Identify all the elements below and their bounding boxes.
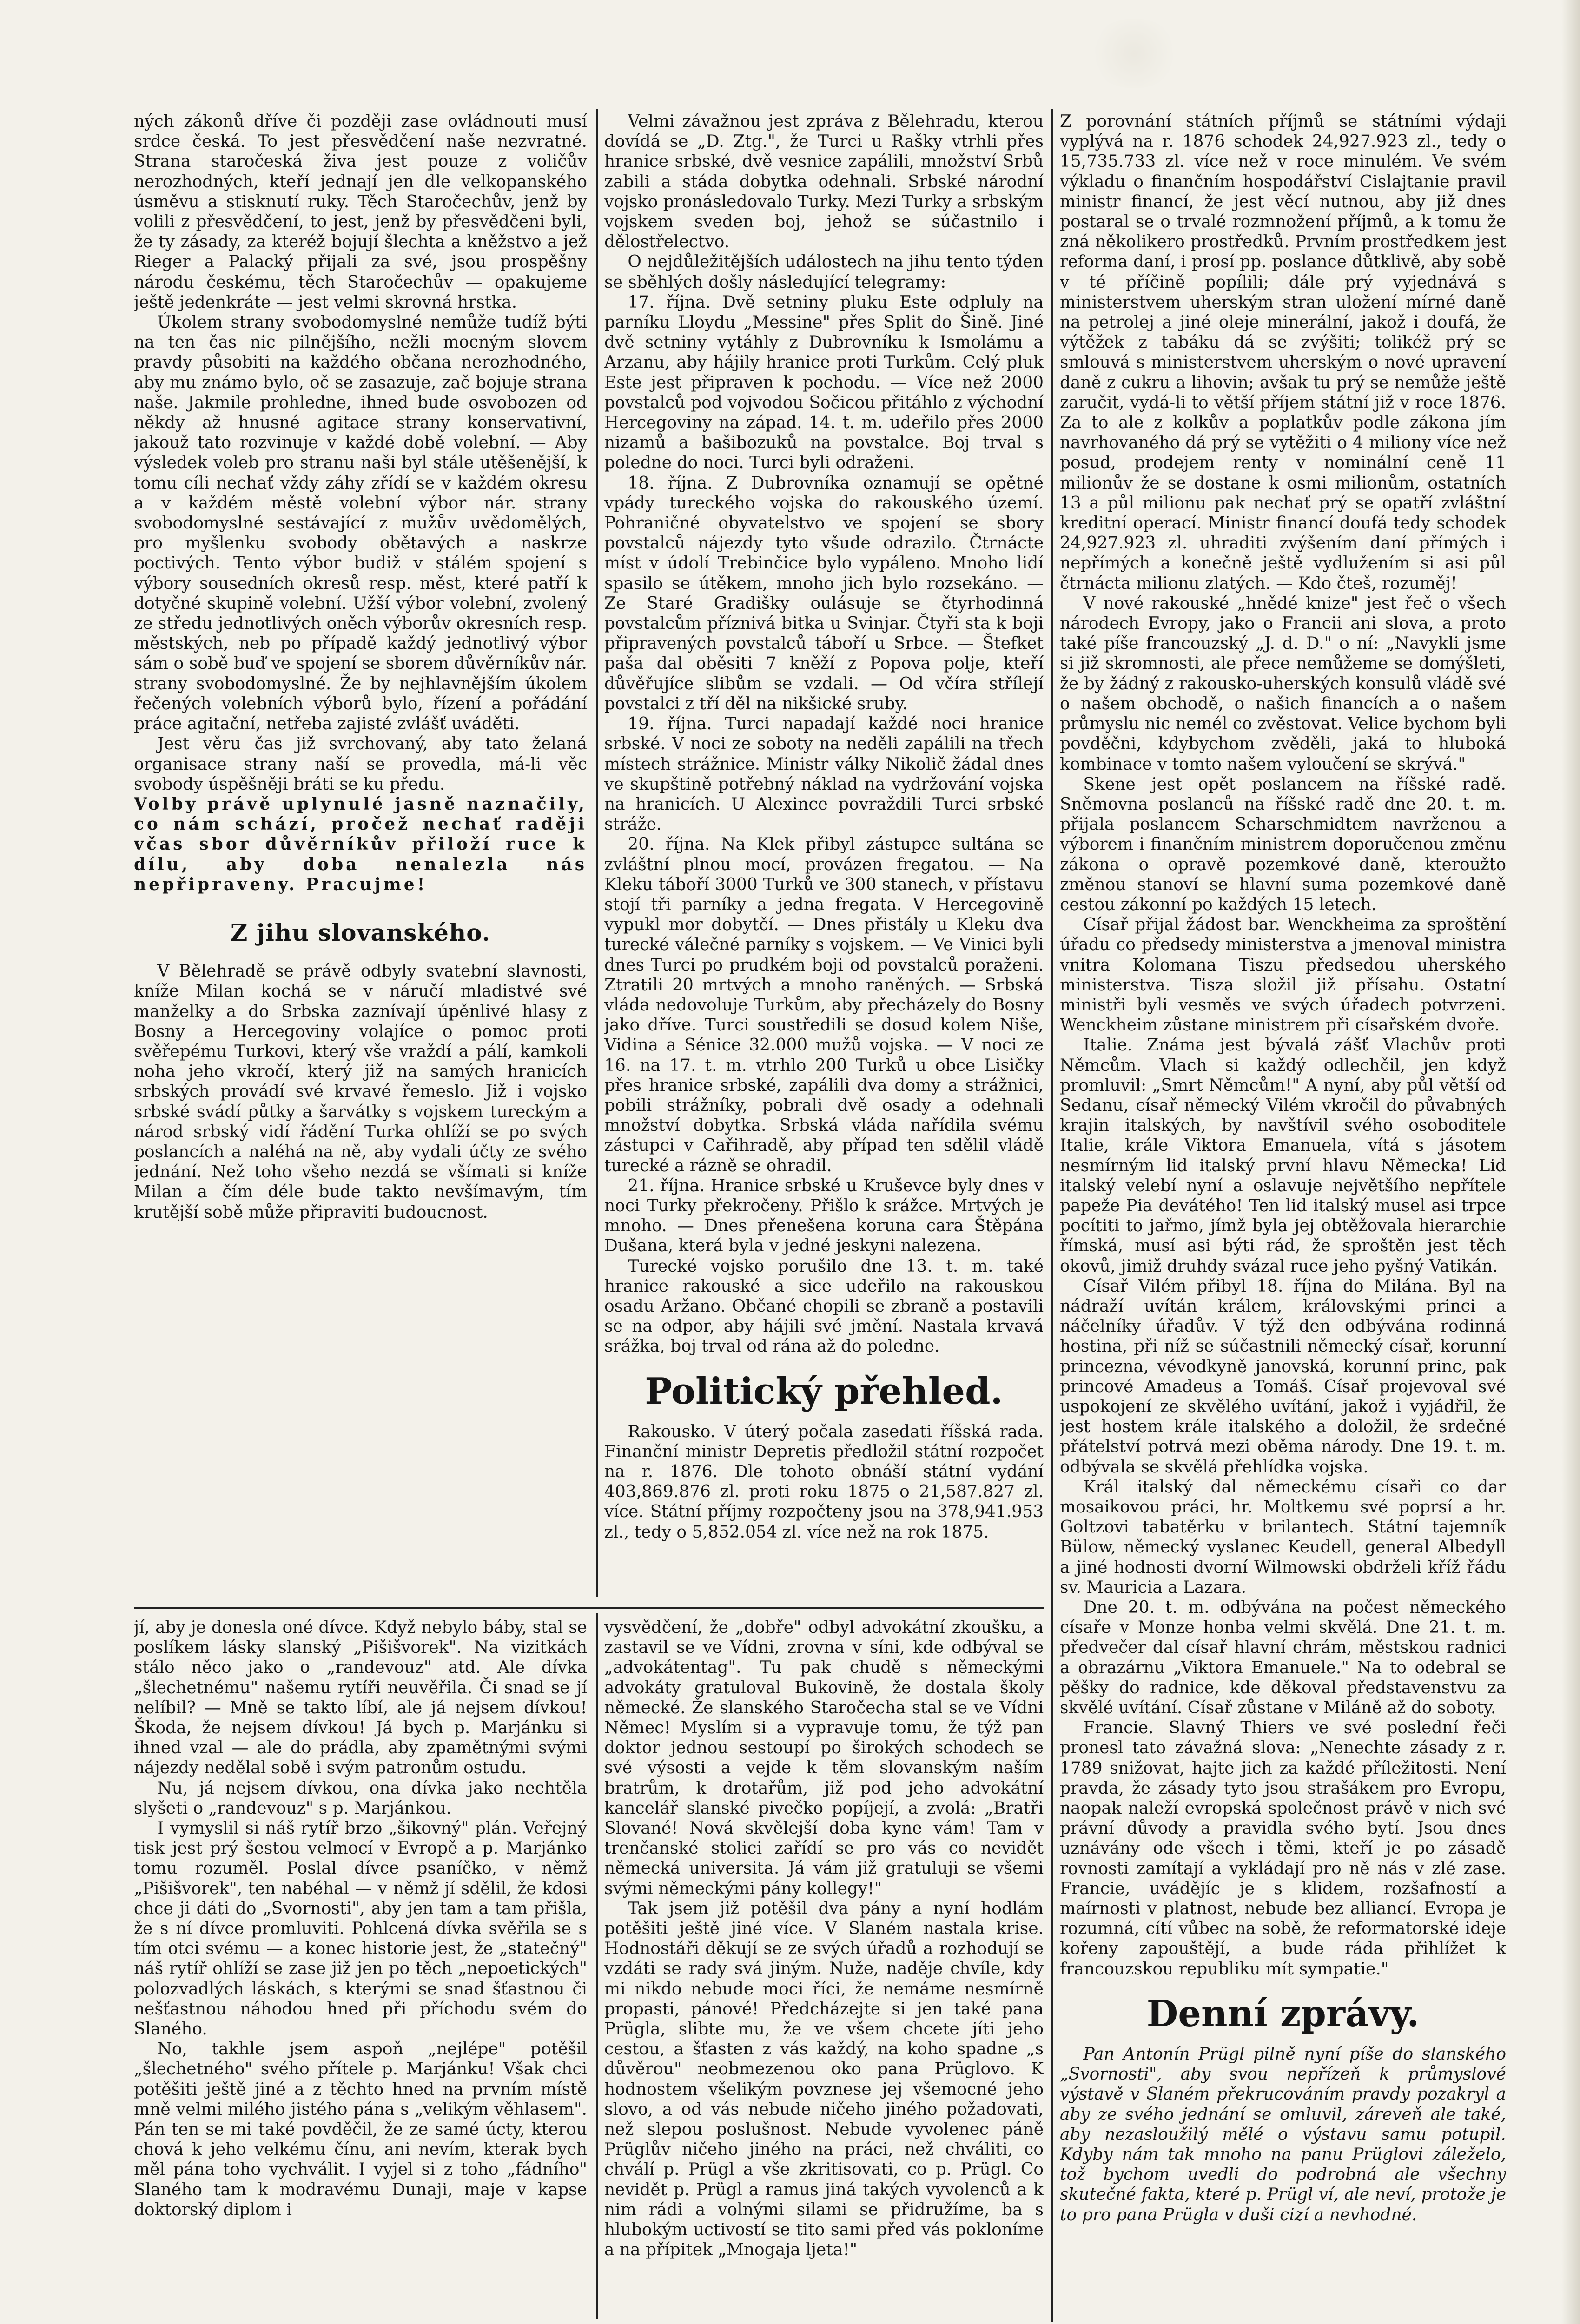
column-3-paragraph-2: V nové rakouské „hnědé knize" jest řeč o všech národech Evropy, jako o Francii ani slova, a proto také píše francouzský „J. d. D." o ní: „Navykli jsme si již skromnosti, ale přece nemůžeme se domýšleti, že by žádný z rakousko-uherských konsulů vládě své o našem obchodě, o našich financích a o našem průmyslu nic nemél co zvěstovat. Velice bychom byli povděčni, kdybychom zvěděli, jaká to hluboká kombinace v tomto našem vyloučení se skrývá." bbox=[1060, 594, 1506, 774]
feuilleton-divider bbox=[134, 1607, 1044, 1609]
column-1-paragraph-2: Úkolem strany svobodomyslné nemůže tudíž býti na ten čas nic pilnějšího, nežli mocným slovem pravdy působiti na každého občana nerozhodného, aby mu známo bylo, oč se zasazuje, zač bojuje strana naše. Jakmile prohledne, ihned bude osvobozen od někdy až hnusné agitace strany konservativní, jakouž tato rozvinuje v každé době volební. — Aby výsledek voleb pro stranu naši byl stále utěšenější, k tomu cíli nechať vždy záhy zřídí se v každém okresu a v každém městě volební výbor nár. strany svobodomyslné sestávající z mužův uvědomělých, pro myšlenku svobody obětavých a naskrze poctivých. Tento výbor budiž v stálém spojení s výbory sousedních okresů resp. měst, které patří k dotyčné skupině volební. Užší výbor volební, zvolený ze středu jednotlivých oněch výborův okresních resp. městských, neb po případě každý jednotlivý výbor sám o sobě buď ve spojení se sborem důvěrníkův nár. strany svobodomyslné. Že by nejhlavnějším úkolem řečených volebních výborů bylo, řízení a pořádání práce agitační, netřeba zajisté zvlášť uváděti. bbox=[134, 313, 587, 734]
feuilleton-2-paragraph-1: vysvědčení, že „dobře" odbyl advokátní zkoušku, a zastavil se ve Vídni, zrovna v síni, kde odbýval se „advokátentag". Tu pak chudě s německými advokáty gratuloval Bukovině, že dostala školy německé. Že slanského Staročecha stal se ve Vídni Němec! Myslím si a vypravuje tomu, že týž pan doktor jednou sestoupí po širokých schodech se své výsosti a vejde k těm slovanským naším bratrům, k drotařům, již pod jeho advokátní kancelář slanské pivečko popíjejí, a zvolá: „Bratři Slované! Nová skvělejší doba kyne vám! Tam v trenčanské stolici zařídí se pro vás co nevidět německá universita. Já vám již gratuluji se všemi svými německými pány kollegy!" bbox=[604, 1618, 1044, 1898]
page-edge-shadow bbox=[1561, 0, 1580, 2324]
feuilleton-1-paragraph-2: Nu, já nejsem dívkou, ona dívka jako nechtěla slyšeti o „randevouz" s p. Marjánkou. bbox=[134, 1778, 587, 1818]
column-3-paragraph-4: Císař přijal žádost bar. Wenckheima za sproštění úřadu co předsedy ministerstva a jmenoval ministra vnitra Kolomana Tiszu předsedou uherského ministerstva. Tisza složil již přísahu. Ostatní ministři byli vesměs ve svých úřadech potvrzeni. Wenckheim zůstane ministrem při císařském dvoře. bbox=[1060, 915, 1506, 1035]
feuilleton-2-paragraph-2: Tak jsem již potěšil dva pány a nyní hodlám potěšiti ještě jiné více. V Slaném nastala krise. Hodnostáři děkují se ze svých úřadů a rozhodují se vzdáti se rady svá jiným. Nuže, naděje chvíle, kdy mi nikdo nebude moci říci, že nemáme nesmírně propasti, pánové! Předcházejte si jen také pana Prügla, slibte mu, že ve všem chcete jíti jeho cestou, a šťasten z vás každý, na koho spadne „s důvěrou" neobmezenou oko pana Prüglovo. K hodnostem všelikým povznese jej všemocné jeho slovo, a od vás nebude ničeho jiného požadovati, než slepou poslušnost. Nebude vyvolenec páně Prüglův ničeho jiného na práci, než chváliti, co chválí p. Prügl a vše zkritisovati, co p. Prügl. Co nevidět p. Prügl a ramus jiná takých vyvolenců a k nim rádi a volnými silami se přidružíme, ba s hlubokým uctivostí se tito sami před vás pokloníme a na přípitek „Mnogaja ljeta!" bbox=[604, 1899, 1044, 2260]
column-2-paragraph-6: 20. října. Na Klek přibyl zástupce sultána se zvláštní plnou mocí, provázen fregatou. — Na Kleku táboří 3000 Turků ve 300 stanech, v přístavu stojí tři parníky a jedna fregata. V Hercegovině vypukl mor dobytčí. — Dnes přistály u Kleku dva turecké válečné parníky s vojskem. — Ve Vinici byli dnes Turci po prudkém boji od povstalců poraženi. Ztratili 20 mrtvých a mnoho raněných. — Srbská vláda nedovoluje Turkům, aby přecházely do Bosny jako dříve. Turci soustředili se dosud kolem Niše, Vidina a Sénice 32.000 mužů vojska. — V noci ze 16. na 17. t. m. vtrhlo 200 Turků u obce Lisičky přes hranice srbské, zapálili dva domy a strážnici, pobili strážníky, pobrali dvě osady a odehnali množství dobytka. Srbská vláda nařídila svému zástupci v Cařihradě, aby případ ten sdělil vládě turecké a rázně se ohradil. bbox=[604, 835, 1044, 1175]
column-3-paragraph-3: Skene jest opět poslancem na říšské radě. Sněmovna poslanců na říšské radě dne 20. t. m. přijala poslancem Scharschmidtem navrženou a výborem i finančním ministrem doporučenou změnu zákona o opravě pozemkové daně, kteroužto změnou stanoví se hlavní suma pozemkové daně cestou zákonní po každých 15 letech. bbox=[1060, 774, 1506, 914]
column-2-paragraph-5: 19. října. Turci napadají každé noci hranice srbské. V noci ze soboty na neděli zapálili na třech místech strážnice. Ministr války Nikolič žádal dnes ve skupštině potřebný náklad na vydržování vojska na hranicích. U Alexince povraždili Turci srbské stráže. bbox=[604, 714, 1044, 834]
column-3-paragraph-7: Král italský dal německému císaři co dar mosaikovou práci, hr. Moltkemu své poprsí a hr. Goltzovi tabatěrku v brilantech. Státní tajemník Bülow, německý vyslanec Keudell, general Albedyll a jiné hodnosti dvorní Wilmowski obdrželi kříž řádu sv. Mauricia a Lazara. bbox=[1060, 1477, 1506, 1597]
column-2-paragraph-1: Velmi závažnou jest zpráva z Bělehradu, kterou dovídá se „D. Ztg.", že Turci u Rašky vtrhli přes hranice srbské, dvě vesnice zapálili, množství Srbů zabili a stáda dobytka odehnali. Srbské národní vojsko pronásledovalo Turky. Mezi Turky a srbským vojskem sveden boj, jehož se súčastnilo i dělostřelectvo. bbox=[604, 112, 1044, 252]
column-2-paragraph-8: Turecké vojsko porušilo dne 13. t. m. také hranice rakouské a sice udeřilo na rakouskou osadu Aržano. Občané chopili se zbraně a postavili se na odpor, aby hájili své jmění. Nastala krvavá srážka, boj trval od rána až do poledne. bbox=[604, 1256, 1044, 1356]
feuilleton-column-rule bbox=[596, 1613, 598, 2319]
column-1-paragraph-1: ných zákonů dříve či později zase ovládnouti musí srdce česká. To jest přesvědčení naše nezvratné. Strana staročeská živa jest pouze z voličův nerozhodných, kteří jednají jen dle velkopanského úsměvu a stisknutí ruky. Těch Staročechův, jenž by volili z přesvědčení, to jest, jenž by přesvědčeni byli, že ty zásady, za kteréž bojují šlechta a kněžstvo a jež Rieger a Palacký přijali za své, jsou prospěšny národu českému, těch Staročechův — opakujeme ještě jedenkráte — jest velmi skrovná hrstka. bbox=[134, 112, 587, 312]
column-3-paragraph-10: Pan Antonín Prügl pilně nyní píše do slanského „Svornosti", aby svou nepřízeň k průmyslové výstavě v Slaném překrucováním pravdy pozakryl a aby ze svého jednání se omluvil, záreveň ale také, aby nezasloužilý mělé o výstavu samu potupil. Kdyby nám tak mnoho na panu Prüglovi záleželo, tož bychom uvedli do podrobná ale všechny skutečné fakta, které p. Prügl ví, ale neví, protože je to pro pana Prügla v duši cizí a nevhodné. bbox=[1060, 2044, 1506, 2225]
column-3-paragraph-5: Italie. Známa jest bývalá zášť Vlachův proti Němcům. Vlach si každý odlechčil, jen když promluvil: „Smrt Němcům!" A nyní, aby půl větší od Sedanu, císař německý Vilém vkročil do půvabných krajin italských, by navštívil svého osoboditele Italie, krále Viktora Emanuela, vítá s jásotem nesmírným lid italský první hlavu Německa! Lid italský velebí nyní a oslavuje největšího nepřítele papeže Pia devátého! Ten lid italský musel asi trpce pocítiti to jařmo, jímž byla jej obtěžovala hierarchie římská, musí asi býti rád, že sproštěn jest těch okovů, jimiž druhdy svázal ruce jeho pyšný Vatikán. bbox=[1060, 1036, 1506, 1276]
column-rule-1 bbox=[596, 109, 598, 1597]
column-2-paragraph-3: 17. října. Dvě setniny pluku Este odpluly na parníku Lloydu „Messine" přes Split do Šině. Jiné dvě setniny vytáhly z Dubrovníku k Ismolámu a Arzanu, aby hájily hranice proti Turkům. Celý pluk Este jest připraven k pochodu. — Více než 2000 povstalců pod vojvodou Sočicou přitáhlo z východní Hercegoviny na západ. 14. t. m. udeřilo přes 2000 nizamů a bašibozuků na povstalce. Boj trval s poledne do noci. Turci byli odraženi. bbox=[604, 292, 1044, 473]
column-2-paragraph-4: 18. října. Z Dubrovníka oznamují se opětné vpády tureckého vojska do rakouského území. Pohraničné obyvatelstvo ve spojení se sbory povstalců nájezdy tyto všude odrazilo. Čtrnácte míst v údolí Trebinčice bylo vypáleno. Mnoho lidí spasilo se útěkem, mnoho jich bylo rozsekáno. — Ze Staré Gradišky oulásuje se čtyrhodinná povstalcům příznivá bitka u Svinjar. Čtyři sta k boji připravených povstalců táboří u Srbce. — Štefket paša dal oběsiti 7 kněží z Popova polje, kteří důvěřujíce slibům se vzdali. — Od včíra střílejí povstalci z tří děl na nikšické sruby. bbox=[604, 473, 1044, 713]
column-3 bbox=[1060, 112, 1506, 2317]
library-stamp bbox=[1088, 19, 1181, 88]
feuilleton-column-2 bbox=[604, 1618, 1044, 2317]
feuilleton-1-paragraph-1: jí, aby je donesla oné dívce. Když nebylo báby, stal se poslíkem lásky slanský „Pišišvorek". Na vizitkách stálo něco jako o „randevouz" atd. Ale dívka „šlechetnému" našemu rytíři neuvěřila. Či snad se jí nelíbil? — Mně se takto líbí, ale já nejsem dívkou! Škoda, že nejsem dívkou! Já bych p. Marjánku si ihned vzal — ale do prádla, aby zpamětnými svými nájezdy nedělal sobě i svým patronům ostudu. bbox=[134, 1618, 587, 1778]
column-2-paragraph-7: 21. října. Hranice srbské u Kruševce byly dnes v noci Turky překročeny. Přišlo k srážce. Mrtvých je mnoho. — Dnes přenešena koruna cara Štěpána Dušana, která byla v jedné jeskyni nalezena. bbox=[604, 1176, 1044, 1256]
column-rule-2 bbox=[1051, 109, 1053, 2322]
section-heading-political-overview: Politický přehled. bbox=[645, 1370, 1003, 1413]
column-2-paragraph-2: O nejdůležitějších událostech na jihu tento týden se sběhlých došly následující telegramy: bbox=[604, 252, 1044, 292]
feuilleton-column-1 bbox=[134, 1618, 587, 2317]
column-3-paragraph-8: Dne 20. t. m. odbývána na počest německého císaře v Monze honba velmi skvělá. Dne 21. t. m. předvečer dal císař hlavní chrám, městskou radnici a obrazárnu „Viktora Emanuele." Na to odebral se pěšky do radnice, kde děkoval představenstvu za skvělé uvítání. Císař zůstane v Miláně až do soboty. bbox=[1060, 1598, 1506, 1718]
column-1-paragraph-3: Jest věru čas již svrchovaný, aby tato želaná organisace strany naší se provedla, má-li věc svobody úspěšněji bráti se ku předu. bbox=[134, 734, 587, 794]
section-heading-south-slavic: Z jihu slovanského. bbox=[230, 918, 491, 946]
section-heading-daily-news: Denní zprávy. bbox=[1146, 1992, 1420, 2035]
column-2 bbox=[604, 112, 1044, 1594]
feuilleton-1-paragraph-4: No, takhle jsem aspoň „nejlépe" potěšil „šlechetného" svého přítele p. Marjánku! Však chci potěšiti ještě jiné a z těchto hned na prvním místě mně velmi milého jistého pána s „velikým věhlasem". Pán ten se mi také povděčil, že ze samé úcty, kterou chová k jeho velkému čínu, ani nevím, kterak bych měl pána toho vychválit. I vyjel si z toho „fádního" Slaného tam k modravému Dunaji, maje v kapse doktorský diplom i bbox=[134, 2040, 587, 2219]
column-3-paragraph-6: Císař Vilém přibyl 18. října do Milána. Byl na nádraží uvítán králem, královskými princi a náčelníky úřadův. V týž den odbývána rodinná hostina, při níž se súčastnili německý císař, korunní princezna, vévodkyně janovská, korunní princ, pak princové Amadeus a Tomáš. Císař projevoval své uspokojení ze skvělého uvítání, jakož i vyjádřil, že jest hostem krále italského a doložil, že srdečné přátelství potrvá mezi oběma národy. Dne 19. t. m. odbývala se skvělá přehlídka vojska. bbox=[1060, 1276, 1506, 1477]
column-1-paragraph-3b: Volby právě uplynulé jasně naznačily, co nám schází, pročež nechať raději včas sbor důvěrníkův přiloží ruce k dílu, aby doba nenalezla nás nepřipraveny. Pracujme! bbox=[134, 794, 587, 894]
feuilleton-1-paragraph-3: I vymyslil si náš rytíř brzo „šikovný" plán. Veřejný tisk jest prý šestou velmocí v Evropě a p. Marjánko tomu rozuměl. Poslal dívce psaníčko, v němž „Pišišvorek", ten nabéhal — v němž jí sdělil, že kdosi chce ji dáti do „Svornosti", aby jen tam a tam přišla, že s ní dívce promluviti. Pohlcená dívka svěřila se s tím otci svému — a konec historie jest, že „statečný" náš rytíř ohlíží se zase již jen po těch „nepoetických" polozvadlých láskách, s kterými se snad šťastnou či nešťastnou náhodou hned při příchodu svém do Slaného. bbox=[134, 1819, 587, 2039]
column-2-paragraph-9: Rakousko. V úterý počala zasedati říšská rada. Finanční ministr Depretis předložil státní rozpočet na r. 1876. Dle tohoto obnáší státní vydání 403,869.876 zl. proti roku 1875 o 21,587.827 zl. více. Státní příjmy rozpočteny jsou na 378,941.953 zl., tedy o 5,852.054 zl. více než na rok 1875. bbox=[604, 1422, 1044, 1542]
column-3-paragraph-9: Francie. Slavný Thiers ve své poslední řeči pronesl tato závažná slova: „Nenechte zásady z r. 1789 snižovat, hajte jich za každé příležitosti. Není pravda, že zásady tyto jsou strašákem pro Evropu, naopak naleží evropská společnost právě v nich své právní důvody a pravidla svého bytí. Jsou dnes uznávány ode všech i těmi, kteří je po zásadě rovnosti zamítají a vykládají pro ně nás v zlé zase. Francie, uvádějíc je s klidem, rozšafností a maírnosti v platnost, nebude bez alliancí. Evropa je rozumná, cítí vůbec na sobě, že reformatorské ideje kořeny zapouštějí, a bude ráda přihlížet k francouzskou republiku mít sympatie." bbox=[1060, 1718, 1506, 1979]
column-3-paragraph-1: Z porovnání státních příjmů se státními výdaji vyplývá na r. 1876 schodek 24,927.923 zl., tedy o 15,735.733 zl. více než v roce minulém. Ve svém výkladu o finančním hospodářství Cislajtanie pravil ministr financí, že jest věcí nutnou, aby již dnes postaral se o trvalé rozmnožení příjmů, a k tomu že zná několikero prostředků. Prvním prostředkem jest reforma daní, i prosí pp. poslance důtklivě, aby sobě v té příčině popílili; dále prý vyjednává s ministerstvem uherským stran uložení mírné daně na petrolej a jiné oleje minerální, jakož i doufá, že výtěžek z tabáku dá se zvýšiti; tolikéž prý se smlouvá s ministerstvem uherským o nové upravení daně z cukru a lihovin; avšak tu prý se nemůže ještě zaručit, vydá-li to větší příjem státní již v roce 1876. Za to ale z kolkův a poplatkův podle zákona jím navrhovaného dá prý se vytěžiti o 4 miliony více než posud, prodejem renty v nominální ceně 11 milionův že se dostane k osmi milionům, ostatních 13 a půl milionu pak nechať prý se opatří zvláštní kreditní operací. Ministr financí doufá tedy schodek 24,927.923 zl. uhraditi zvýšením daní přímých i nepřímých a konečně ještě vydlužením si asi půl čtrnácta milionu zlatých. — Kdo čteš, rozuměj! bbox=[1060, 112, 1506, 593]
column-1-paragraph-4: V Bělehradě se právě odbyly svatební slavnosti, kníže Milan kochá se v náručí mladistvé své manželky a do Srbska zaznívají úpěnlivé hlasy z Bosny a Hercegoviny volajíce o pomoc proti svěřepému Turkovi, který vše vraždí a pálí, kamkoli noha jeho vkročí, který již na samých hranicích srbských provádí své krvavé řemeslo. Již i vojsko srbské svádí půtky a šarvátky s vojskem tureckým a národ srbský vidí řádění Turka ohlíží se po svých poslancích a naléhá na ně, aby vydali účty ze svého jednání. Než toho všeho nezdá se všímati si kníže Milan a čím déle bude takto nevšímavým, tím krutější sobě může připraviti budoucnost. bbox=[134, 962, 587, 1222]
column-1 bbox=[134, 112, 587, 1594]
